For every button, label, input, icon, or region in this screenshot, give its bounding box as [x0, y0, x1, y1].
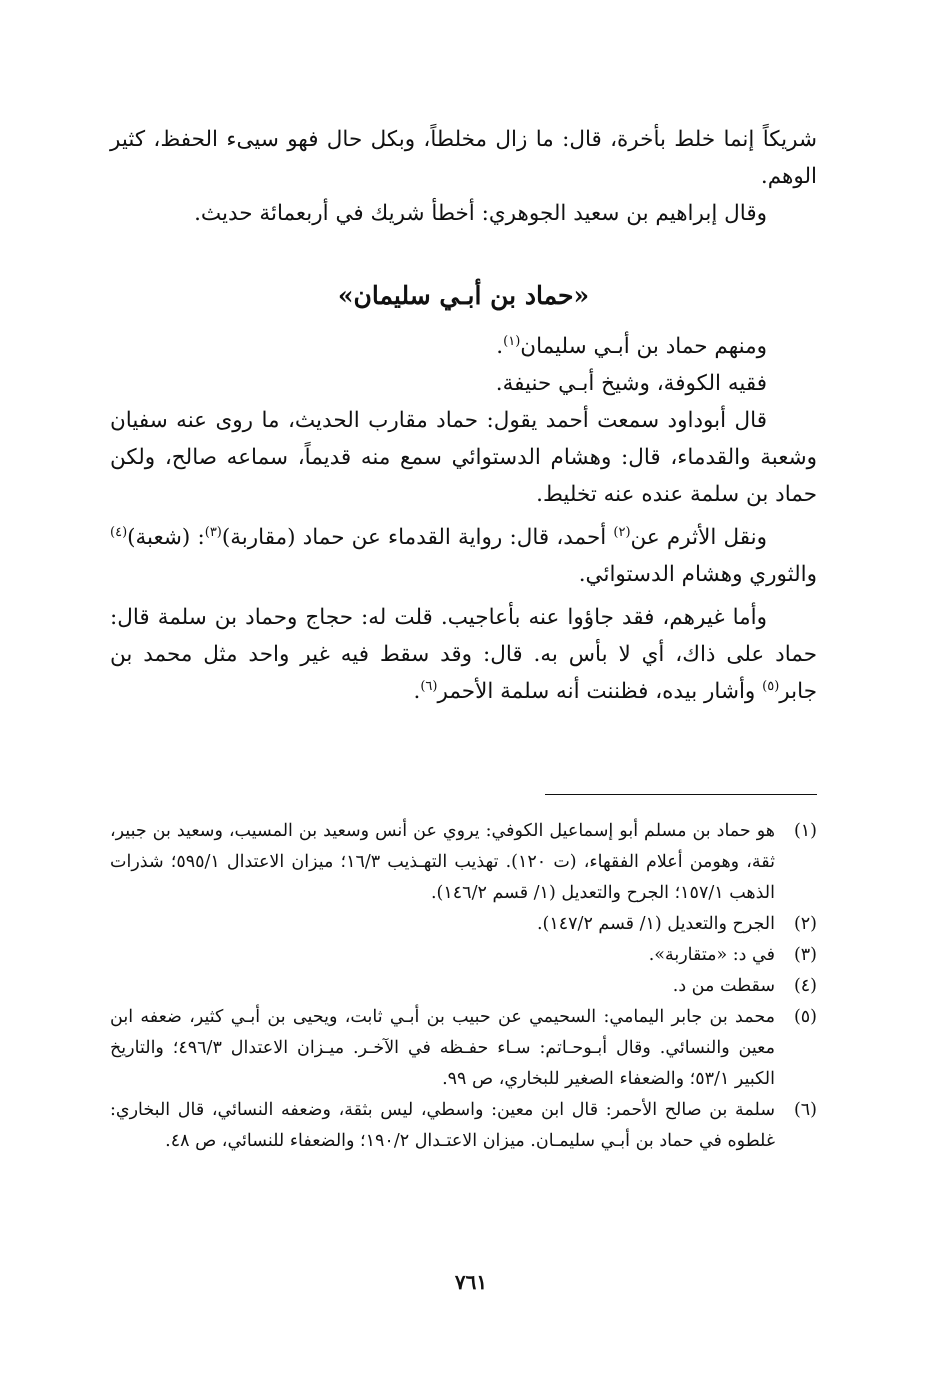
- footnote-number: (٦): [793, 1100, 817, 1120]
- footnote-ref-6: (٦): [420, 678, 438, 694]
- footnotes: [110, 816, 817, 1157]
- main-text-body: [110, 328, 817, 710]
- paragraph-7-c: .: [413, 679, 421, 704]
- footnote-ref-3: (٣): [204, 524, 222, 540]
- paragraph-6-a: ونقل الأثرم عن: [630, 525, 767, 550]
- footnote-5: [110, 1002, 817, 1095]
- footnote-1: [110, 816, 817, 909]
- paragraph-3-end: .: [496, 334, 504, 359]
- footnote-2: [110, 909, 817, 940]
- page-number: ٧٦١: [454, 1270, 488, 1294]
- paragraph-6: [110, 519, 817, 593]
- footnote-3: [110, 940, 817, 971]
- paragraph-5: قال أبوداود سمعت أحمد يقول: حماد مقارب الحديث، ما روى عنه سفيان وشعبة والقدماء، قال: وهشام الدستوائي سمع منه قديماً، سماعه صالح، ولكن حماد بن سلمة عنده عنه تخليط.: [110, 408, 817, 507]
- footnote-number: (٢): [793, 914, 817, 934]
- paragraph-6-b: أحمد، قال: رواية القدماء عن حماد (مقاربة): [221, 525, 614, 550]
- footnote-ref-4: (٤): [110, 524, 128, 540]
- footnote-separator: [545, 794, 817, 795]
- footnote-number: (٥): [793, 1007, 817, 1027]
- paragraph-3-text: ومنهم حماد بن أبـي سليمان: [520, 334, 767, 359]
- paragraph-1: شريكاً إنما خلط بأخرة، قال: ما زال مخلطاً، وبكل حال فهو سيىء الحفظ، كثير الوهم.: [110, 127, 817, 189]
- paragraph-3: [110, 328, 817, 365]
- footnote-6: [110, 1095, 817, 1157]
- footnote-text: محمد بن جابر اليمامي: السحيمي عن حبيب بن أبـي ثابت، ويحيى بن أبـي كثير، ضعفه ابن معين والنسائي. وقال أبـوحـاتم: سـاء حفـظه في الآخـر. ميـزان الاعتدال ٤٩٦/٣؛ والتاريخ الكبير ٥٣/١؛ والضعفاء الصغير للبخاري، ص ٩٩.: [110, 1007, 775, 1089]
- paragraph-2: وقال إبراهيم بن سعيد الجوهري: أخطأ شريك في أربعمائة حديث.: [194, 201, 767, 226]
- footnote-text: سقطت من د.: [672, 976, 775, 996]
- paragraph-6-c: : (شعبة): [127, 525, 205, 550]
- footnote-number: (٣): [793, 945, 817, 965]
- footnote-text: في د: «متقاربة».: [648, 945, 775, 965]
- paragraph-7-b: وأشار بيده، فظننت أنه سلمة الأحمر: [437, 679, 763, 704]
- paragraph-7-a: وأما غيرهم، فقد جاؤوا عنه بأعاجيب. قلت له: حجاج وحماد بن سلمة قال: حماد على ذاك، أي لا بأس به. قال: وقد سقط فيه غير واحد مثل محمد بن جابر: [110, 605, 817, 704]
- footnote-ref-1: (١): [503, 333, 521, 349]
- footnote-number: (٤): [793, 976, 817, 996]
- footnote-number: (١): [793, 821, 817, 841]
- paragraph-7: [110, 599, 817, 710]
- footnote-4: [110, 971, 817, 1002]
- footnote-text: هو حماد بن مسلم أبو إسماعيل الكوفي: يروي عن أنس وسعيد بن المسيب، وسعيد بن جبير، ثقة، وهومن أعلام الفقهاء، (ت ١٢٠). تهذيب التهـذيب ١٦/٣؛ ميزان الاعتدال ٥٩٥/١؛ شذرات الذهب ١٥٧/١؛ الجرح والتعديل (١/ قسم ١٤٦/٢).: [110, 821, 775, 903]
- footnote-text: الجرح والتعديل (١/ قسم ١٤٧/٢).: [536, 914, 775, 934]
- main-text-top: [110, 121, 817, 232]
- section-heading: «حماد بن أبـي سليمان»: [337, 281, 590, 310]
- footnote-text: سلمة بن صالح الأحمر: قال ابن معين: واسطي، ليس بثقة، وضعفه النسائي، قال البخاري: غلطوه في حماد بن أبـي سليمـان. ميزان الاعتـدال ١٩٠/٢؛ والضعفاء للنسائي، ص ٤٨.: [110, 1100, 775, 1151]
- footnote-ref-2: (٢): [613, 524, 631, 540]
- footnote-ref-5: (٥): [762, 678, 780, 694]
- paragraph-4: فقيه الكوفة، وشيخ أبـي حنيفة.: [495, 371, 767, 396]
- paragraph-6-d: والثوري وهشام الدستوائي.: [578, 562, 817, 587]
